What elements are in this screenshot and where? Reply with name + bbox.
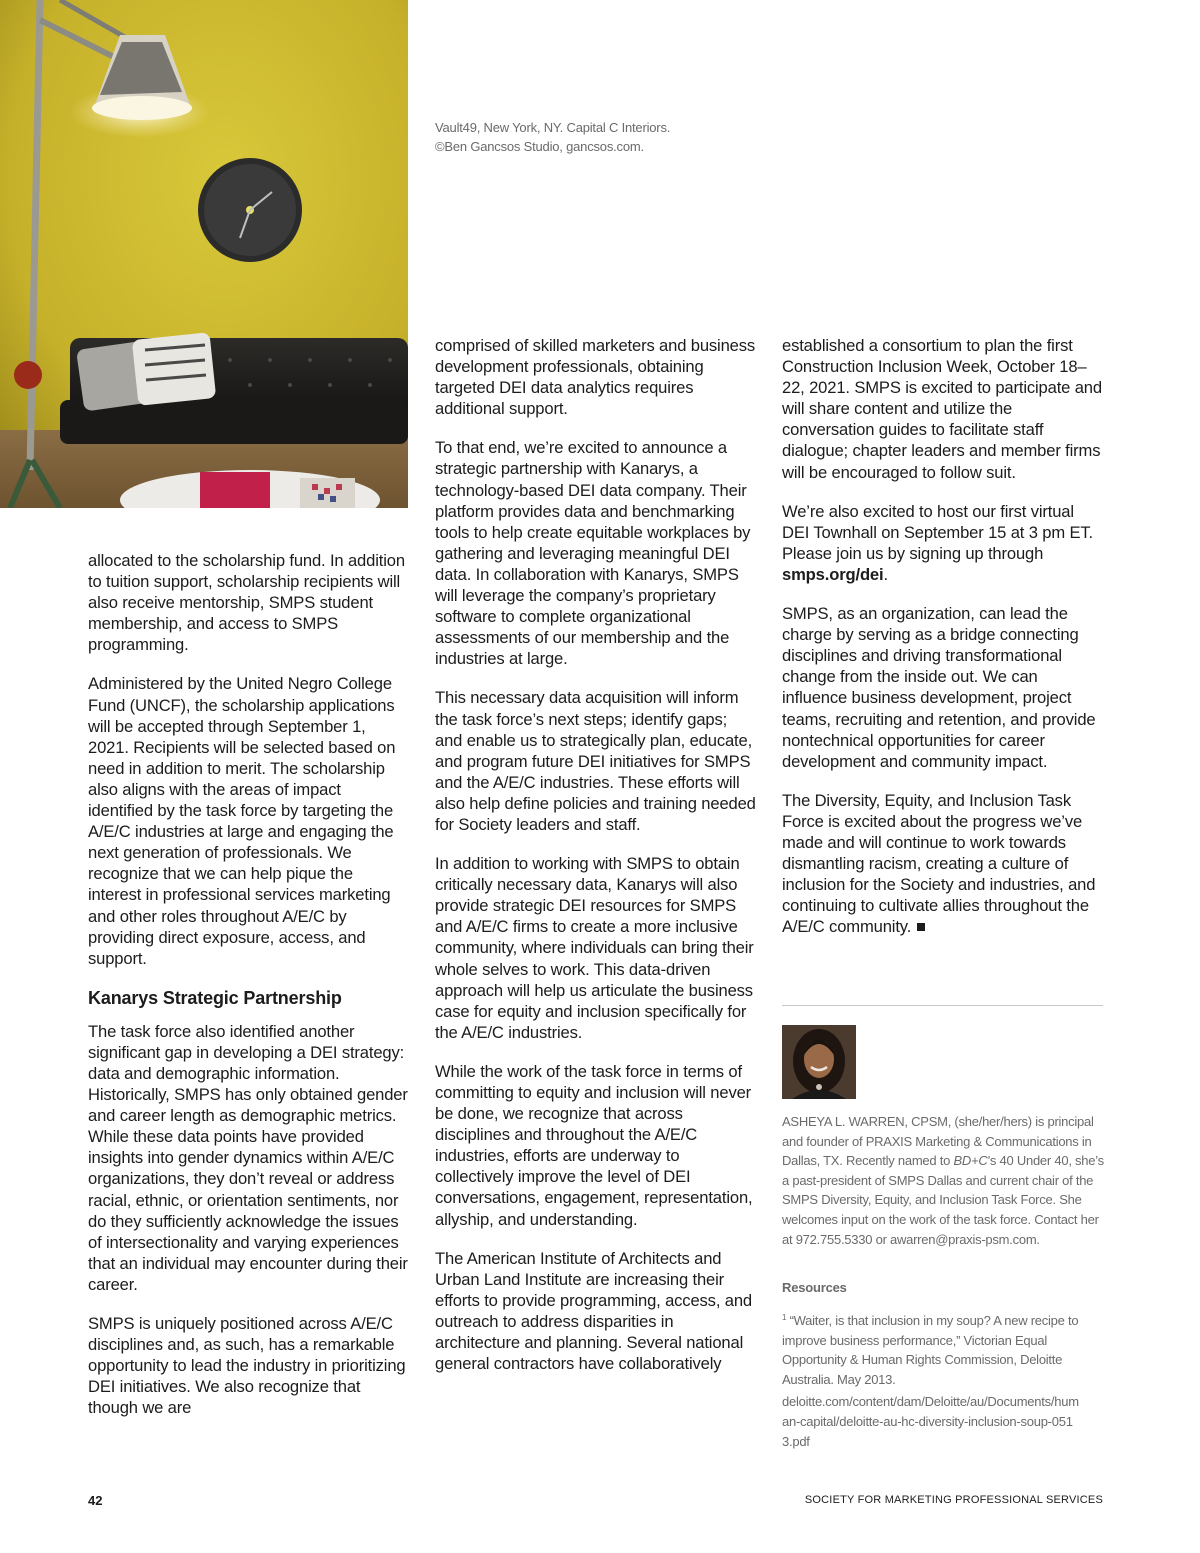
article-column-1	[88, 550, 410, 1436]
divider	[782, 1005, 1103, 1006]
footnote-number: 1	[782, 1313, 787, 1322]
paragraph	[782, 501, 1104, 585]
author-headshot	[782, 1025, 856, 1099]
resource-citation	[782, 1308, 1082, 1389]
paragraph: While the work of the task force in terms of committing to equity and inclusion will never be done, we recognize that across disciplines and throughout the A/E/C industries, efforts are underway to collectively improve the level of DEI conversations, engagement, representation, allyship, and understanding.	[435, 1061, 753, 1229]
paragraph: Administered by the United Negro College Fund (UNCF), the scholarship applications will be accepted through September 1, 2021. Recipients will be selected based on need in addition to merit. The scholarship also aligns with the areas of impact identified by the task force by targeting the A/E/C industries at large and engaging the next generation of professionals. We recognize that we can help pique the interest in professional services marketing and other roles throughout A/E/C by providing direct exposure, access, and support.	[88, 674, 396, 968]
bio-publication: BD+C	[953, 1153, 988, 1169]
resource-text: “Waiter, is that inclusion in my soup? A new recipe to improve business performance,” Victorian Equal Opportunity & Human Rights Commission, Deloitte Australia. May 2013.	[782, 1313, 1079, 1387]
author-portrait-icon	[782, 1025, 856, 1099]
paragraph: The task force also identified another significant gap in developing a DEI strategy: data and demographic information. Historically, SMPS has only obtained gender and career length as demographic metrics. While these data points have provided insights into gender dynamics within A/E/C organizations, they don’t reveal or address racial, ethnic, or orientation sentiments, nor do they sufficiently acknowledge the issues of intersectionality and varying experiences that an individual may encounter during their career.	[88, 1021, 408, 1294]
caption-line-1: Vault49, New York, NY. Capital C Interiors.	[435, 120, 671, 135]
photo-caption	[435, 118, 765, 156]
paragraph: established a consortium to plan the first Construction Inclusion Week, October 18–22, 2021. SMPS is excited to participate and will share content and utilize the conversation guides to facilitate staff dialogue; chapter leaders and member firms will be encouraged to follow suit.	[782, 336, 1102, 482]
paragraph: SMPS, as an organization, can lead the charge by serving as a bridge connecting disciplines and driving transformational change from the inside out. We can influence business development, project teams, recruiting and retention, and provide nontechnical opportunities for career development and community impact.	[782, 604, 1096, 771]
paragraph: SMPS is uniquely positioned across A/E/C disciplines and, as such, has a remarkable opportunity to lead the industry in prioritizing DEI initiatives. We also recognize that though we are	[88, 1314, 406, 1418]
townhall-text: We’re also excited to host our first virtual DEI Townhall on September 15 at 3 pm ET. Please join us by signing up through	[782, 501, 1093, 563]
paragraph: comprised of skilled marketers and business development professionals, obtaining targeted DEI data analytics requires additional support.	[435, 336, 756, 419]
period: .	[883, 564, 888, 584]
end-mark-icon	[917, 923, 925, 931]
interior-photo	[0, 0, 408, 508]
section-heading: Kanarys Strategic Partnership	[88, 987, 342, 1008]
paragraph: In addition to working with SMPS to obtain critically necessary data, Kanarys will also provide strategic DEI resources for SMPS and A/E/C firms to create a more inclusive community, where individuals can bring their whole selves to work. This data-driven approach will help us articulate the business case for equity and inclusion specifically for the A/E/C industries.	[435, 854, 754, 1042]
paragraph: To that end, we’re excited to announce a strategic partnership with Kanarys, a technology-based DEI data company. Their platform provides data and benchmarking tools to help create equitable workplaces by gathering and leveraging meaningful DEI data. In collaboration with Kanarys, SMPS will leverage the company’s proprietary software to complete organizational assessments of our membership and the industries at large.	[435, 438, 751, 669]
paragraph: This necessary data acquisition will inform the task force’s next steps; identify gaps; and enable us to strategically plan, educate, and program future DEI initiatives for SMPS and the A/E/C industries. These efforts will also help define policies and training needed for Society leaders and staff.	[435, 688, 756, 834]
page-number: 42	[88, 1493, 103, 1508]
publication-footer: SOCIETY FOR MARKETING PROFESSIONAL SERVICES	[804, 1494, 1103, 1506]
smps-dei-link[interactable]: smps.org/dei	[782, 564, 884, 584]
paragraph	[782, 790, 1104, 938]
article-column-2	[435, 335, 757, 1392]
article-column-3	[782, 335, 1104, 955]
paragraph: allocated to the scholarship fund. In addition to tuition support, scholarship recipients will also receive mentorship, SMPS student membership, and access to SMPS programming.	[88, 551, 405, 655]
resource-url[interactable]: deloitte.com/content/dam/Deloitte/au/Documents/human-capital/deloitte-au-hc-diversity-inclusion-soup-0513.pdf	[782, 1394, 1079, 1449]
author-bio	[782, 1112, 1104, 1249]
closing-text: The Diversity, Equity, and Inclusion Task Force is excited about the progress we’ve made and will continue to work towards dismantling racism, creating a culture of inclusion for the Society and industries, and continuing to cultivate allies throughout the A/E/C community.	[782, 790, 1096, 937]
interior-photo-lounge	[0, 0, 408, 508]
bio-text-rest: ’s 40 Under 40, she’s a past-president of SMPS Dallas and current chair of the SMPS Diversity, Equity, and Inclusion Task Force. She welcomes input on the work of the task force. Contact her at 972.755.5330 or awarren@praxis-psm.com.	[782, 1153, 1104, 1247]
resources-list	[782, 1308, 1082, 1454]
resources-heading: Resources	[782, 1280, 847, 1295]
paragraph: The American Institute of Architects and Urban Land Institute are increasing their efforts to provide programming, access, and outreach to address disparities in architecture and planning. Several national general contractors have collaboratively	[435, 1248, 752, 1374]
bio-text: ASHEYA L. WARREN, CPSM, (she/her/hers) is principal and founder of PRAXIS Marketing & Communications in Dallas, TX. Recently named to	[782, 1114, 1094, 1169]
caption-line-2: ©Ben Gancsos Studio, gancsos.com.	[435, 139, 644, 154]
